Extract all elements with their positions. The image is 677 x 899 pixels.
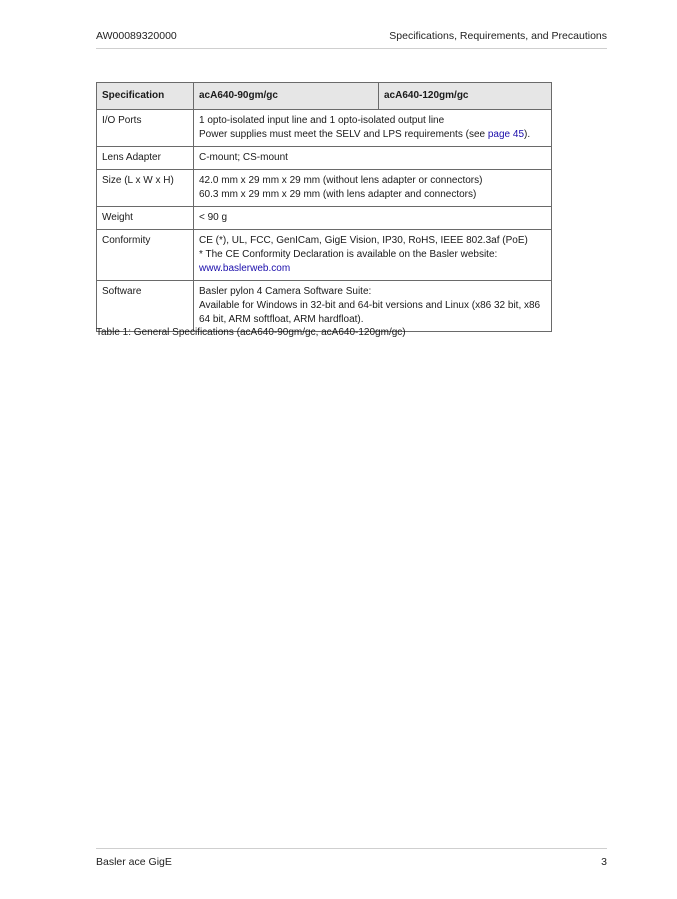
column-header-specification: Specification bbox=[97, 83, 194, 110]
baslerweb-link[interactable]: www.baslerweb.com bbox=[199, 263, 291, 274]
table-caption: Table 1: General Specifications (acA640-90gm/gc, acA640-120gm/gc) bbox=[96, 327, 406, 338]
table-row-conformity bbox=[97, 230, 552, 281]
row-label: Software bbox=[97, 281, 194, 332]
table-row-lens-adapter bbox=[97, 147, 552, 170]
conformity-link-line bbox=[199, 262, 547, 276]
table-row-io-ports bbox=[97, 110, 552, 147]
page-footer bbox=[96, 848, 607, 869]
page-header bbox=[96, 28, 607, 49]
software-line-2: Available for Windows in 32-bit and 64-bit versions and Linux (x86 32 bit, x86 64 bit, ARM softfloat, ARM hardfloat). bbox=[199, 300, 541, 325]
row-value bbox=[194, 230, 552, 281]
row-value: < 90 g bbox=[194, 207, 552, 230]
page-number: 3 bbox=[601, 856, 607, 868]
page-reference-link[interactable]: page 45 bbox=[487, 129, 525, 140]
column-header-model-90: acA640-90gm/gc bbox=[194, 83, 379, 110]
software-line-1: Basler pylon 4 Camera Software Suite: bbox=[199, 286, 372, 297]
row-label: Weight bbox=[97, 207, 194, 230]
table-row-size bbox=[97, 170, 552, 207]
io-line-1: 1 opto-isolated input line and 1 opto-isolated output line bbox=[199, 115, 445, 126]
io-line-2-text: Power supplies must meet the SELV and LPS requirements (see bbox=[199, 129, 488, 140]
conformity-line-1: CE (*), UL, FCC, GenICam, GigE Vision, IP30, RoHS, IEEE 802.3af (PoE) bbox=[199, 235, 528, 246]
row-label: I/O Ports bbox=[97, 110, 194, 147]
column-header-model-120: acA640-120gm/gc bbox=[379, 83, 552, 110]
row-label: Lens Adapter bbox=[97, 147, 194, 170]
specifications-table bbox=[96, 82, 552, 332]
document-id: AW00089320000 bbox=[96, 30, 177, 42]
table-row-software bbox=[97, 281, 552, 332]
row-label: Conformity bbox=[97, 230, 194, 281]
table-row-weight bbox=[97, 207, 552, 230]
product-name: Basler ace GigE bbox=[96, 856, 172, 868]
row-value bbox=[194, 170, 552, 207]
row-value: C-mount; CS-mount bbox=[194, 147, 552, 170]
section-title: Specifications, Requirements, and Precautions bbox=[389, 30, 607, 42]
io-line-2 bbox=[199, 128, 547, 142]
io-line-2-end: ). bbox=[524, 129, 531, 140]
conformity-line-2: * The CE Conformity Declaration is available on the Basler website: bbox=[199, 249, 498, 260]
row-value bbox=[194, 281, 552, 332]
row-value bbox=[194, 110, 552, 147]
table-header-row bbox=[97, 83, 552, 110]
size-line-2: 60.3 mm x 29 mm x 29 mm (with lens adapter and connectors) bbox=[199, 189, 477, 200]
size-line-1: 42.0 mm x 29 mm x 29 mm (without lens adapter or connectors) bbox=[199, 175, 483, 186]
row-label: Size (L x W x H) bbox=[97, 170, 194, 207]
